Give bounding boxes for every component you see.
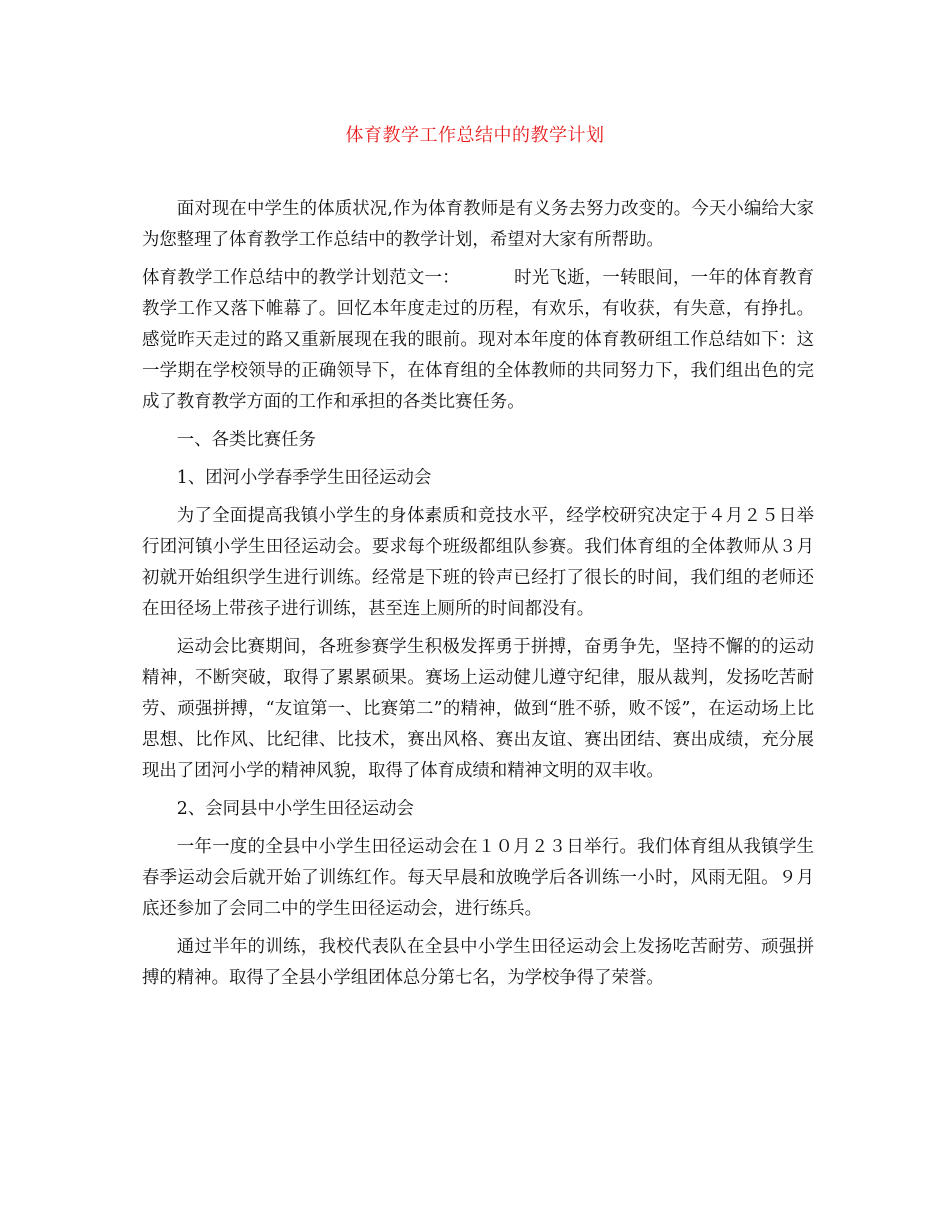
section-heading: 一、各类比赛任务: [176, 430, 316, 450]
item-1-paragraph-1: 为了全面提高我镇小学生的身体素质和竞技水平，经学校研究决定于４月２５日举行团河镇小学生田径运动会。要求每个班级都组队参赛。我们体育组的全体教师从３月初就开始组织学生进行训练。经常是下班的铃声已经打了很长的时间，我们组的老师还在田径场上带孩子进行训练，甚至连上厕所的时间都没有。: [142, 506, 814, 619]
document-title: 体育教学工作总结中的教学计划: [345, 125, 605, 146]
document-body: [142, 194, 814, 1001]
item-2-heading: 2、会同县中小学生田径运动会: [176, 799, 414, 819]
intro-paragraph: 面对现在中学生的体质状况,作为体育教师是有义务去努力改变的。今天小编给大家为您整理了体育教学工作总结中的教学计划，希望对大家有所帮助。: [142, 199, 814, 250]
item-1-heading: 1、团河小学春季学生田径运动会: [176, 468, 432, 488]
sample-opening-text: 时光飞逝，一转眼间，一年的体育教育教学工作又落下帷幕了。回忆本年度走过的历程，有欢乐，有收获，有失意，有挣扎。感觉昨天走过的路又重新展现在我的眼前。现对本年度的体育教研组工作总结如下：这一学期在学校领导的正确领导下，在体育组的全体教师的共同努力下，我们组出色的完成了教育教学方面的工作和承担的各类比赛任务。: [142, 268, 814, 412]
sample-heading: 体育教学工作总结中的教学计划范文一：: [142, 268, 460, 288]
sample-paragraph: [142, 263, 814, 418]
item-2-paragraph-1: 一年一度的全县中小学生田径运动会在１０月２３日举行。我们体育组从我镇学生春季运动会后就开始了训练红作。每天早晨和放晚学后各训练一小时，风雨无阻。９月底还参加了会同二中的学生田径运动会，进行练兵。: [142, 837, 814, 919]
item-2-paragraph-2: 通过半年的训练，我校代表队在全县中小学生田径运动会上发扬吃苦耐劳、顽强拼搏的精神。取得了全县小学组团体总分第七名，为学校争得了荣誉。: [142, 937, 814, 988]
item-1-paragraph-2: 运动会比赛期间，各班参赛学生积极发挥勇于拼搏，奋勇争先，坚持不懈的的运动精神，不断突破，取得了累累硕果。赛场上运动健儿遵守纪律，服从裁判，发扬吃苦耐劳、顽强拼搏，“友谊第一、比赛第二”的精神，做到“胜不骄，败不馁”，在运动场上比思想、比作风、比纪律、比技术，赛出风格、赛出友谊、赛出团结、赛出成绩，充分展现出了团河小学的精神风貌，取得了体育成绩和精神文明的双丰收。: [142, 637, 814, 781]
